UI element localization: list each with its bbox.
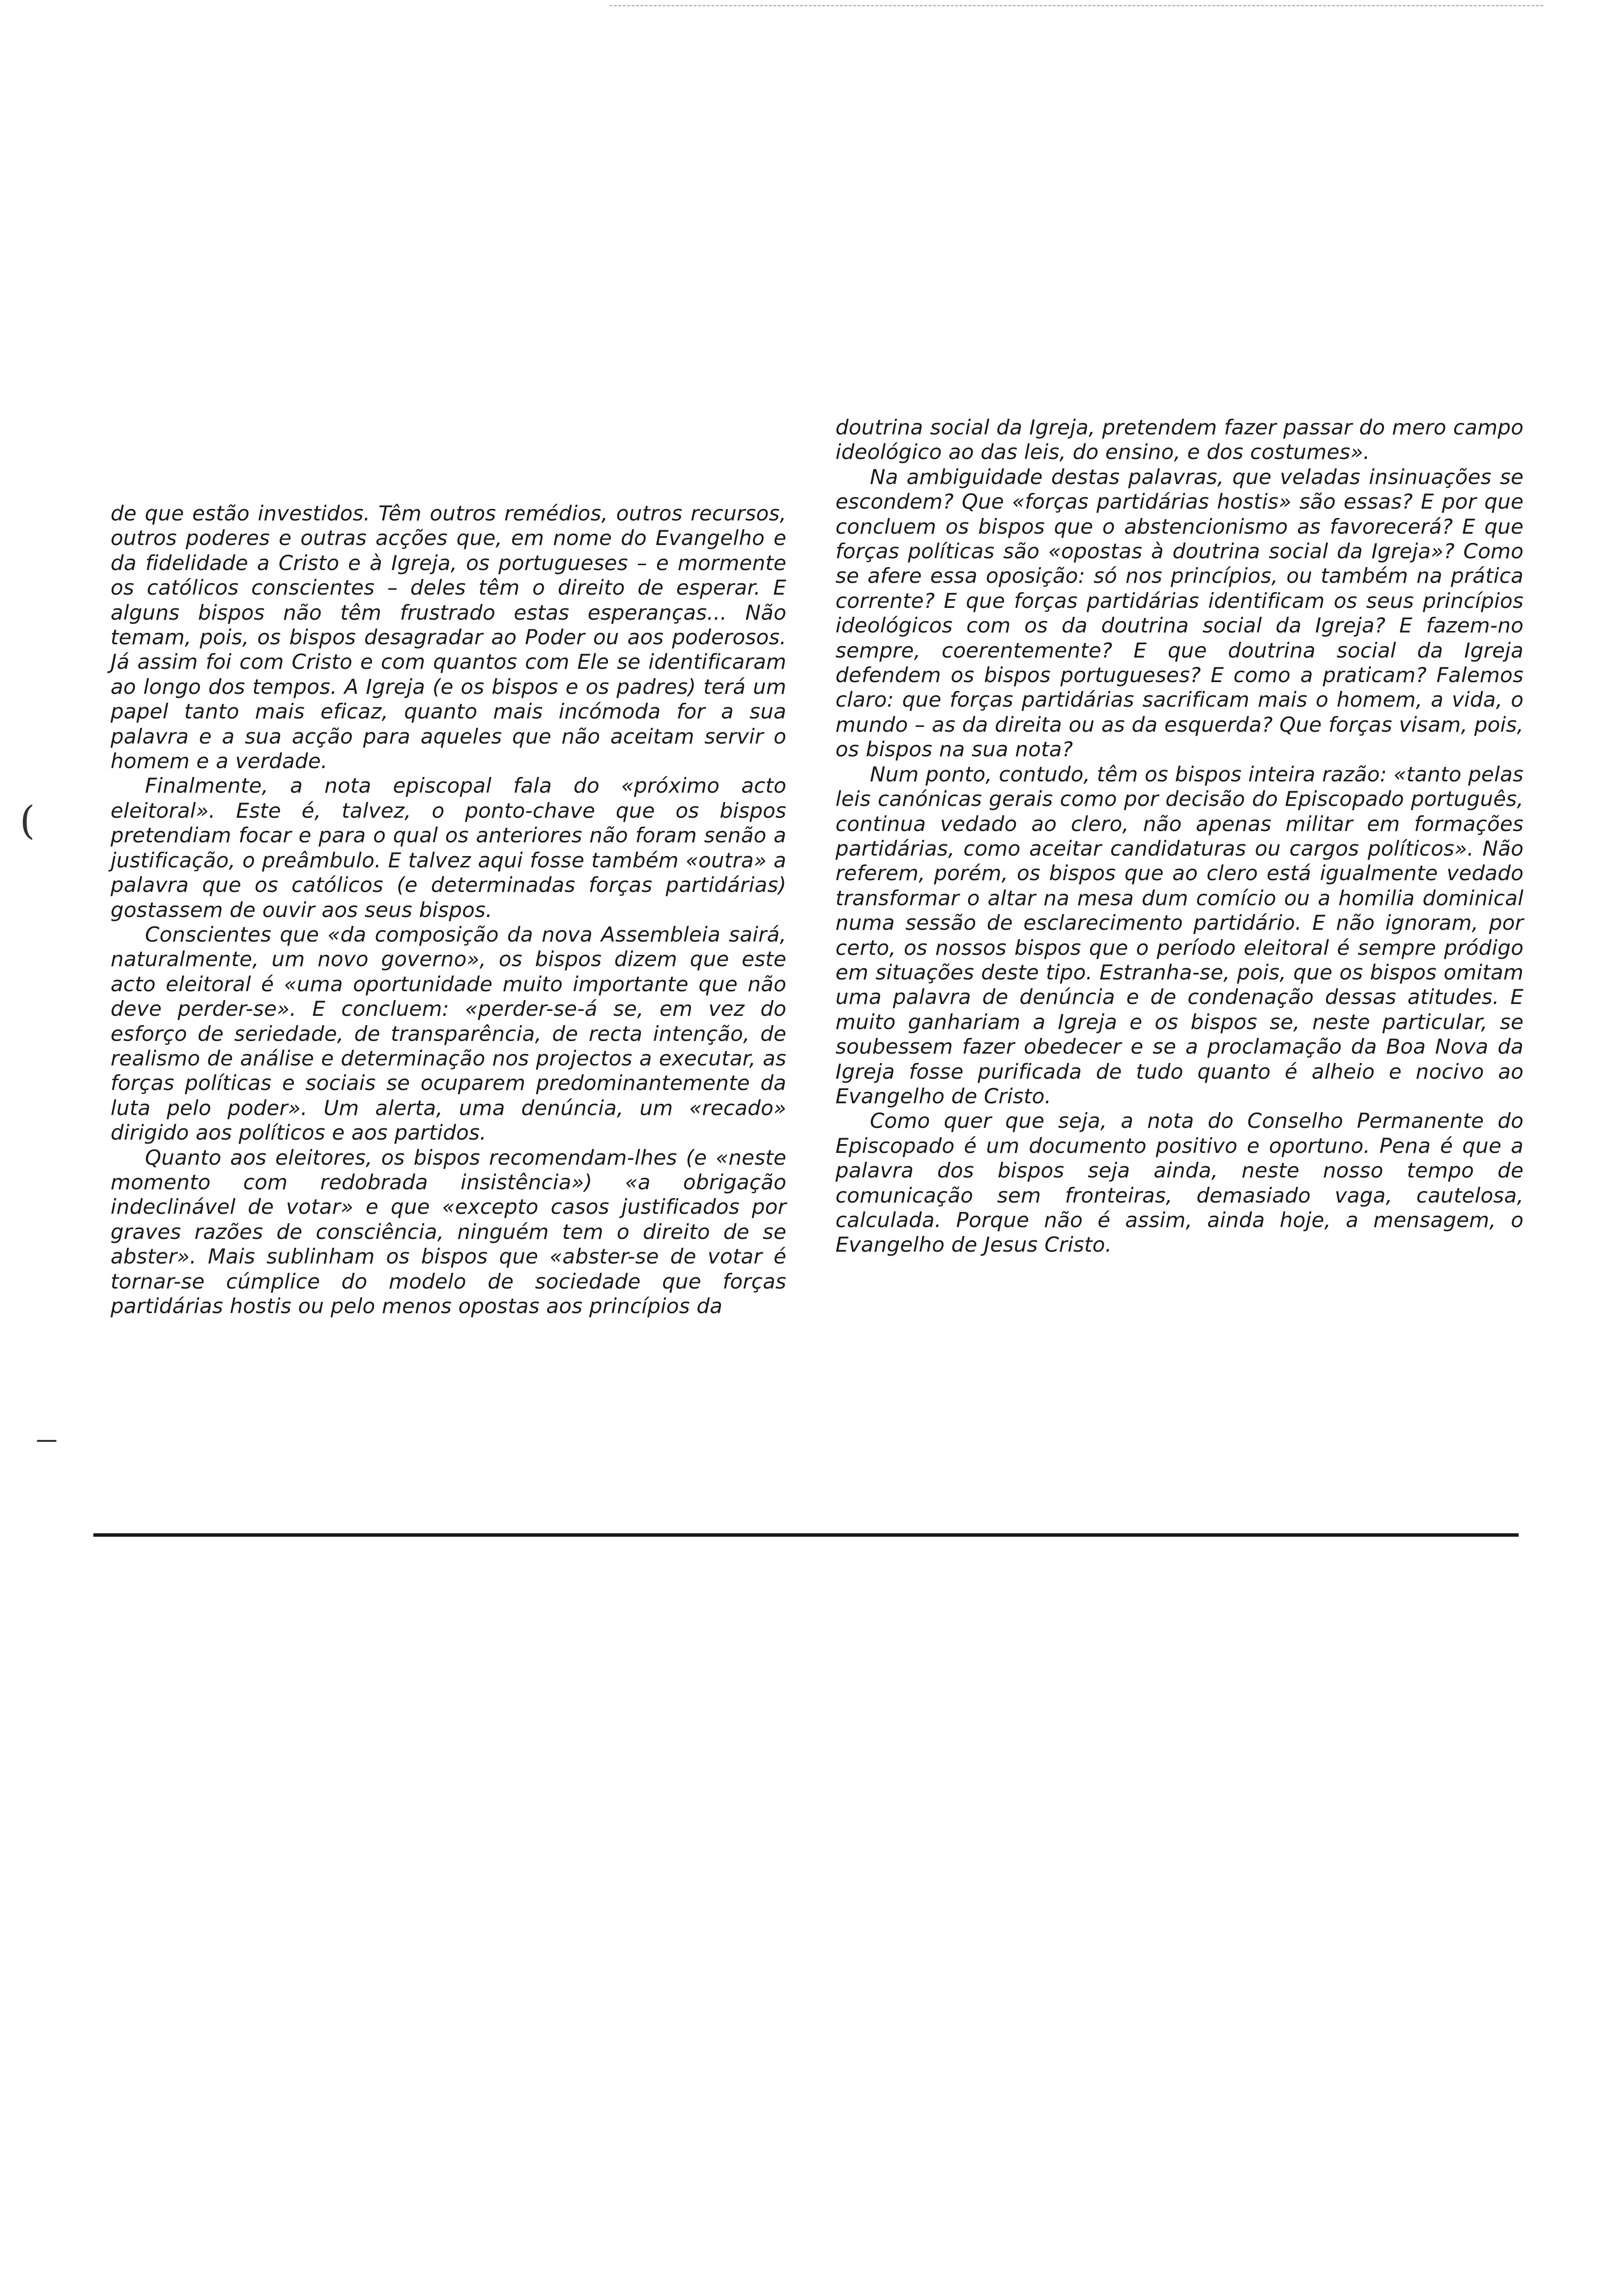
scan-edge-artifact: [609, 5, 1543, 6]
paragraph: Na ambiguidade destas palavras, que veladas insinuações se escondem? Que «forças partidárias hostis» são essas? E por que concluem os bispos que o abstencionismo as favorecerá? E que forças políticas são «opostas à doutrina social da Igreja»? Como se afere essa oposição: só nos princípios, ou também na prática corrente? E que forças partidárias identificam os seus princípios ideológicos com os da doutrina social da Igreja? E fazem-no sempre, coerentemente? E que doutrina social da Igreja defendem os bispos portugueses? E como a praticam? Falemos claro: que forças partidárias sacrificam mais o homem, a vida, o mundo – as da direita ou as da esquerda? Que forças visam, pois, os bispos na sua nota?: [835, 464, 1524, 762]
paragraph: Quanto aos eleitores, os bispos recomendam-lhes (e «neste momento com redobrada insistência») «a obrigação indeclinável de votar» e que «excepto casos justificados por graves razões de consciência, ninguém tem o direito de se abster». Mais sublinham os bispos que «abster-se de votar é tornar-se cúmplice do modelo de sociedade que forças partidárias hostis ou pelo menos opostas aos princípios da: [111, 1145, 786, 1318]
paragraph: Finalmente, a nota episcopal fala do «próximo acto eleitoral». Este é, talvez, o ponto-chave que os bispos pretendiam focar e para o qual os anteriores não foram senão a justificação, o preâmbulo. E talvez aqui fosse também «outra» a palavra que os católicos (e determinadas forças partidárias) gostassem de ouvir aos seus bispos.: [111, 774, 786, 922]
paragraph: Conscientes que «da composição da nova Assembleia sairá, naturalmente, um novo governo», os bispos dizem que este acto eleitoral é «uma oportunidade muito importante que não deve perder-se». E concluem: «perder-se-á se, em vez do esforço de seriedade, de transparência, de recta intenção, de realismo de análise e determinação nos projectos a executar, as forças políticas e sociais se ocuparem predominantemente da luta pelo poder». Um alerta, uma denúncia, um «recado» dirigido aos políticos e aos partidos.: [111, 922, 786, 1145]
paragraph: Como quer que seja, a nota do Conselho Permanente do Episcopado é um documento positivo e oportuno. Pena é que a palavra dos bispos seja ainda, neste nosso tempo de comunicação sem fronteiras, demasiado vaga, cautelosa, calculada. Porque não é assim, ainda hoje, a mensagem, o Evangelho de Jesus Cristo.: [835, 1109, 1524, 1257]
paragraph: de que estão investidos. Têm outros remédios, outros recursos, outros poderes e outras acções que, em nome do Evangelho e da fidelidade a Cristo e à Igreja, os portugueses – e mormente os católicos conscientes – deles têm o direito de esperar. E alguns bispos não têm frustrado estas esperanças... Não temam, pois, os bispos desagradar ao Poder ou aos poderosos. Já assim foi com Cristo e com quantos com Ele se identificaram ao longo dos tempos. A Igreja (e os bispos e os padres) terá um papel tanto mais eficaz, quanto mais incómoda for a sua palavra e a sua acção para aqueles que não aceitam servir o homem e a verdade.: [111, 501, 786, 774]
left-column: [111, 501, 786, 1319]
paragraph: doutrina social da Igreja, pretendem fazer passar do mero campo ideológico ao das leis, do ensino, e dos costumes».: [835, 415, 1524, 464]
margin-bracket-mark: (: [20, 798, 35, 843]
margin-dash-mark: [37, 1440, 57, 1442]
paragraph: Num ponto, contudo, têm os bispos inteira razão: «tanto pelas leis canónicas gerais como por decisão do Episcopado português, continua vedado ao clero, não apenas militar em formações partidárias, como aceitar candidaturas ou cargos políticos». Não referem, porém, os bispos que ao clero está igualmente vedado transformar o altar na mesa dum comício ou a homilia dominical numa sessão de esclarecimento partidário. E não ignoram, por certo, os nossos bispos que o período eleitoral é sempre pródigo em situações deste tipo. Estranha-se, pois, que os bispos omitam uma palavra de denúncia e de condenação dessas atitudes. E muito ganhariam a Igreja e os bispos se, neste particular, se soubessem fazer obedecer e se a proclamação da Boa Nova da Igreja fosse purificada de tudo quanto é alheio e nocivo ao Evangelho de Cristo.: [835, 762, 1524, 1108]
closing-rule: [93, 1533, 1519, 1537]
right-column: [835, 415, 1524, 1258]
